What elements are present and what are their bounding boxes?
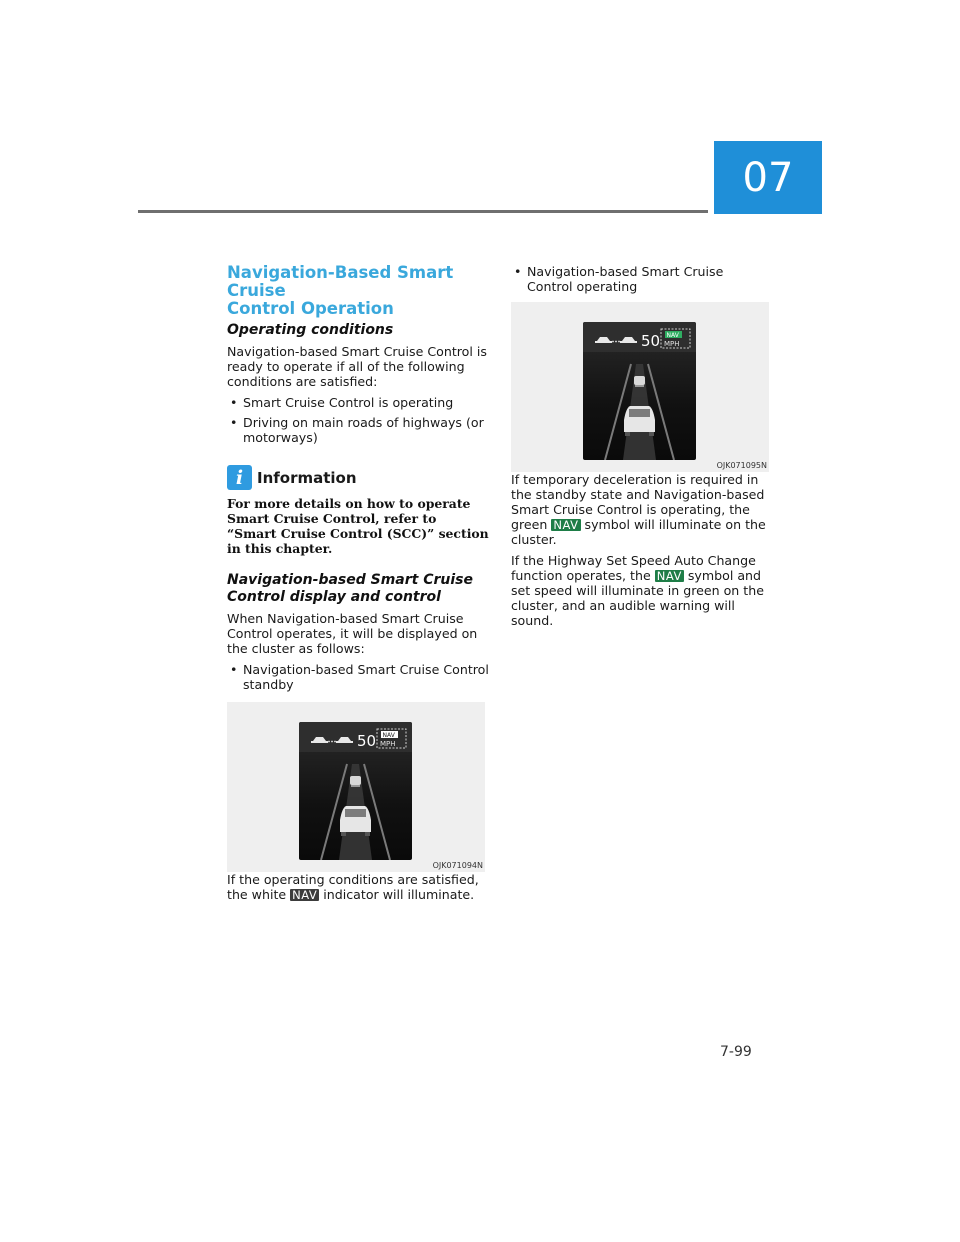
operating-list — [511, 264, 769, 294]
deceleration-text-part-1: If temporary deceleration is required in the standby state and Navigation-based Smart Cruise Control is operating, the green — [511, 472, 765, 532]
information-header — [227, 465, 489, 490]
cluster-unit: MPH — [380, 740, 396, 748]
operating-conditions-text: Navigation-based Smart Cruise Control is ready to operate if all of the following conditions are satisfied: — [227, 344, 487, 389]
cluster-speed: 50 — [357, 732, 377, 750]
nav-green-indicator: NAV — [656, 569, 682, 583]
figure-code: OJK071095N — [716, 461, 767, 470]
cluster-graphic — [299, 722, 412, 860]
section-title — [227, 264, 489, 318]
figure-code: OJK071094N — [432, 861, 483, 870]
standby-description-part-1: If the operating conditions are satisfied, the white — [227, 872, 479, 902]
cluster-nav-indicator: NAV — [382, 732, 395, 739]
info-icon: i — [227, 465, 252, 490]
cluster-nav-indicator: NAV — [666, 332, 679, 339]
deceleration-text-part-2: symbol will illuminate on the cluster. — [511, 517, 766, 547]
section-title-line-2: Control Operation — [227, 299, 394, 318]
section-title-line-1: Navigation-Based Smart Cruise — [227, 263, 454, 300]
display-heading-line-1: Navigation-based Smart Cruise — [227, 572, 473, 588]
own-vehicle-icon — [340, 806, 371, 836]
standby-description-part-2: indicator will illuminate. — [323, 887, 475, 902]
display-heading-line-2: Control display and control — [227, 589, 441, 605]
cluster-unit: MPH — [664, 340, 680, 348]
list-item: • Driving on main roads of highways (or motorways) — [227, 415, 489, 445]
cluster-display-standby — [299, 722, 412, 860]
page-number: 7-99 — [720, 1044, 752, 1060]
conditions-list — [227, 395, 489, 445]
deceleration-paragraph — [511, 472, 769, 547]
information-title: Information — [257, 468, 357, 487]
cluster-speed: 50 — [641, 332, 661, 350]
nav-green-indicator: NAV — [553, 518, 579, 532]
nav-white-indicator: NAV — [292, 888, 318, 902]
auto-change-text-part-1: If the Highway Set Speed Auto Change function operates, the — [511, 553, 756, 583]
lead-vehicle-icon — [350, 776, 361, 787]
chapter-tab — [714, 141, 822, 214]
display-control-text: When Navigation-based Smart Cruise Control operates, it will be displayed on the cluster as follows: — [227, 611, 478, 656]
standby-list — [227, 662, 489, 692]
cluster-display-operating — [583, 322, 696, 460]
information-text: For more details on how to operate Smart Cruise Control, refer to “Smart Cruise Control (SCC)” section in this chapter. — [227, 496, 489, 556]
cluster-graphic — [583, 322, 696, 460]
list-item: • Navigation-based Smart Cruise Control standby — [227, 662, 489, 692]
standby-description — [227, 872, 489, 902]
list-item: • Smart Cruise Control is operating — [227, 395, 489, 410]
operating-conditions-heading: Operating conditions — [227, 322, 394, 338]
chapter-number: 07 — [742, 154, 794, 201]
auto-change-paragraph — [511, 553, 769, 628]
header-rule — [138, 210, 708, 213]
own-vehicle-icon — [624, 406, 655, 436]
right-column — [511, 264, 769, 634]
auto-change-text-part-2: symbol and set speed will illuminate in green on the cluster, and an audible warning will sound. — [511, 568, 764, 628]
figure-standby — [227, 702, 485, 872]
list-item: • Navigation-based Smart Cruise Control operating — [511, 264, 769, 294]
display-control-heading — [227, 572, 489, 606]
lead-vehicle-icon — [634, 376, 645, 387]
figure-operating — [511, 302, 769, 472]
left-column — [227, 262, 489, 908]
